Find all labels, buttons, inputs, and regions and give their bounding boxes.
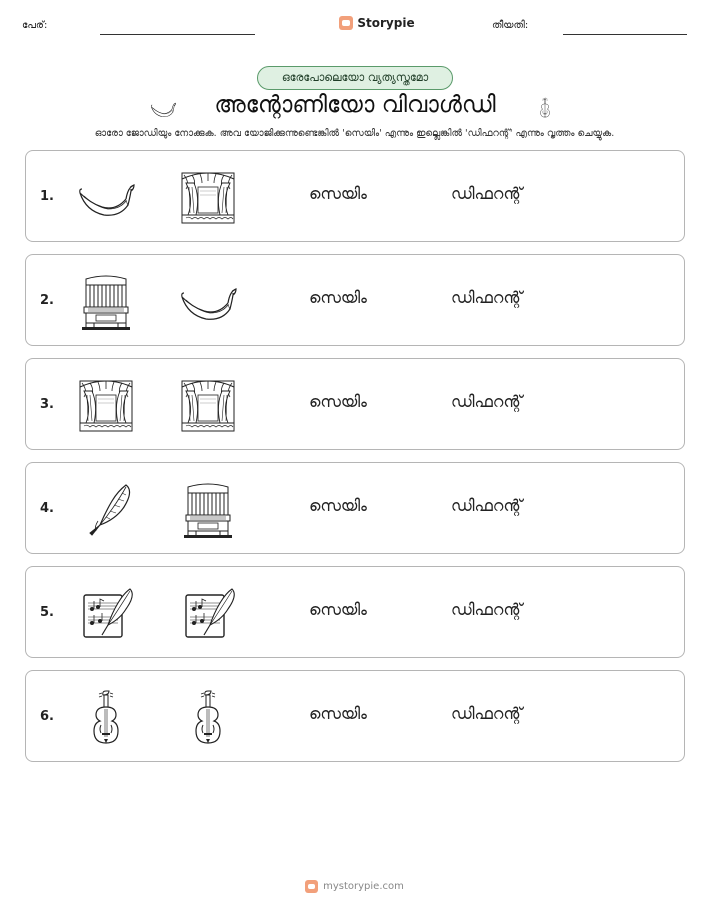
question-number: 1. [40,189,54,204]
option-same[interactable]: സെയിം [309,288,367,307]
instructions: ഓരോ ജോഡിയും നോക്കുക. അവ യോജിക്കുന്നുണ്ടെങ്കിൽ 'സെയിം' എന്നും ഇല്ലെങ്കിൽ 'ഡിഫറന്റ്' എന്നും വൃത്തം ചെയ്യുക. [94,128,615,139]
option-different[interactable]: ഡിഫറന്റ് [451,288,523,307]
question-row [25,150,685,242]
question-row [25,462,685,554]
option-same[interactable]: സെയിം [309,496,367,515]
date-label: തീയതി: [492,20,529,31]
page-title: അന്റോണിയോ വിവാൾഡി [214,92,496,118]
footer-url[interactable]: mystorypie.com [323,881,404,892]
option-same[interactable]: സെയിം [309,392,367,411]
option-different[interactable]: ഡിഫറന്റ് [451,184,523,203]
brand [322,12,432,34]
gondola-icon [146,96,180,122]
question-row [25,358,685,450]
name-label: പേര്: [22,20,48,31]
option-different[interactable]: ഡിഫറന്റ് [451,496,523,515]
question-number: 2. [40,293,54,308]
footer [0,880,709,893]
sheet-music-quill-icon [178,585,238,643]
question-number: 4. [40,501,54,516]
violin-icon [76,689,136,747]
option-same[interactable]: സെയിം [309,704,367,723]
violin-icon [534,92,556,124]
sheet-music-quill-icon [76,585,136,643]
question-row [25,670,685,762]
option-different[interactable]: ഡിഫറന്റ് [451,600,523,619]
worksheet-header [22,12,687,38]
question-number: 5. [40,605,54,620]
question-row [25,566,685,658]
storypie-logo-icon [305,880,318,893]
date-line[interactable] [563,34,687,35]
gondola-icon [178,273,238,331]
option-same[interactable]: സെയിം [309,184,367,203]
pipe-organ-icon [178,481,238,539]
question-row [25,254,685,346]
option-different[interactable]: ഡിഫറന്റ് [451,392,523,411]
question-number: 6. [40,709,54,724]
pipe-organ-icon [76,273,136,331]
theater-stage-icon [178,377,238,435]
theater-stage-icon [76,377,136,435]
category-badge: ഒരേപോലെയോ വ്യത്യസ്തമോ [257,66,453,90]
question-number: 3. [40,397,54,412]
option-same[interactable]: സെയിം [309,600,367,619]
brand-name: Storypie [357,16,415,30]
gondola-icon [76,169,136,227]
quill-feather-icon [76,481,136,539]
name-line[interactable] [100,34,255,35]
violin-icon [178,689,238,747]
title-row [0,92,709,124]
theater-stage-icon [178,169,238,227]
storypie-logo-icon [339,16,353,30]
option-different[interactable]: ഡിഫറന്റ് [451,704,523,723]
